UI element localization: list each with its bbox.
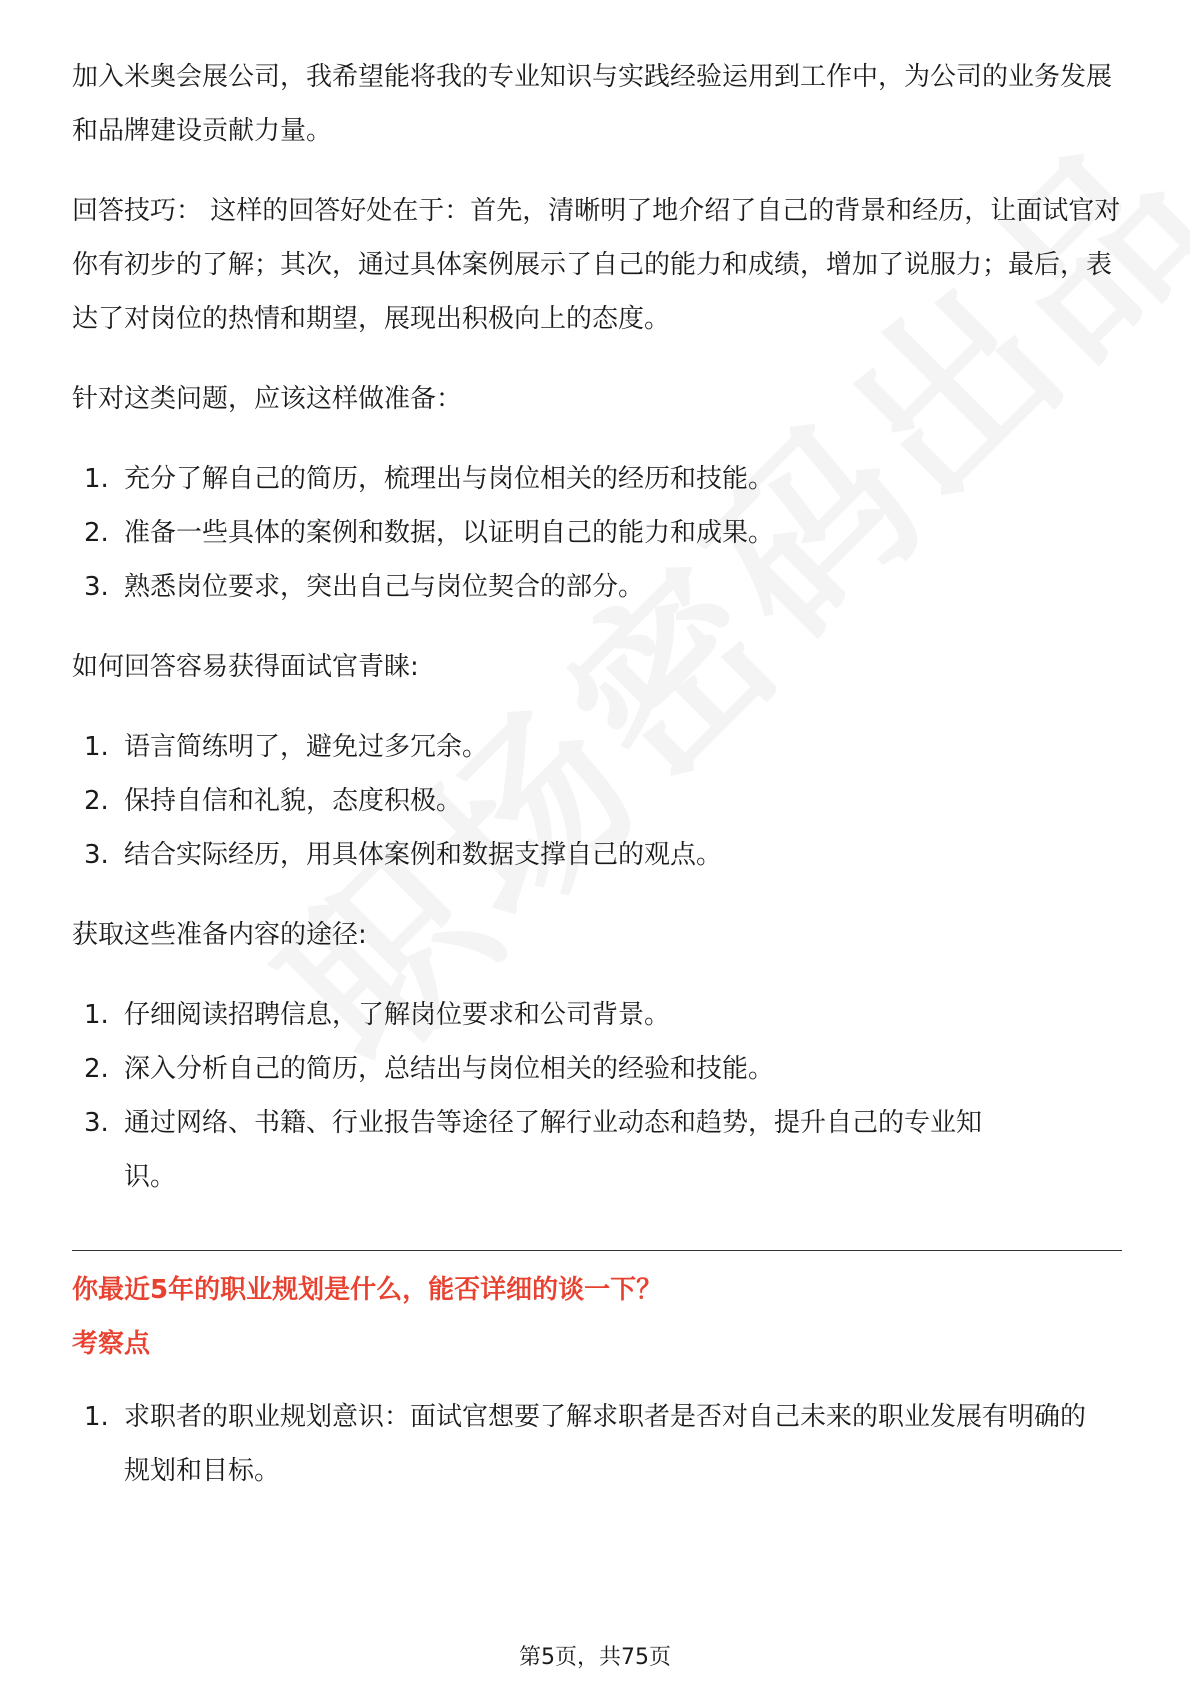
page-footer: 第5页，共75页: [519, 1645, 671, 1670]
list-text: 语言简练明了，避免过多冗余。: [124, 732, 489, 762]
list-number: 1.: [84, 464, 109, 494]
list-item: [84, 988, 1104, 1042]
paragraph-intro: 加入米奥会展公司，我希望能将我的专业知识与实践经验运用到工作中，为公司的业务发展和品牌建设贡献力量。: [72, 62, 1113, 146]
list-item: [84, 506, 1104, 560]
heading-preparation: 针对这类问题，应该这样做准备：: [72, 384, 463, 414]
list-item: [84, 1390, 1104, 1498]
list-item: [84, 828, 1104, 882]
list-item: [84, 452, 1104, 506]
list-text: 通过网络、书籍、行业报告等途径了解行业动态和趋势，提升自己的专业知识。: [124, 1108, 983, 1192]
list-number: 2.: [84, 786, 109, 816]
divider: [72, 1250, 1122, 1251]
heading-favor: 如何回答容易获得面试官青睐:: [72, 652, 419, 682]
list-item: [84, 1096, 984, 1204]
list-number: 1.: [84, 1402, 109, 1432]
paragraph-answer-tips: 回答技巧： 这样的回答好处在于：首先，清晰明了地介绍了自己的背景和经历，让面试官对你有初步的了解；其次，通过具体案例展示了自己的能力和成绩，增加了说服力；最后，表达了对岗位的热情和期望，展现出积极向上的态度。: [72, 196, 1121, 334]
list-item: [84, 1042, 1104, 1096]
list-text: 准备一些具体的案例和数据，以证明自己的能力和成果。: [124, 518, 775, 548]
list-text: 熟悉岗位要求，突出自己与岗位契合的部分。: [124, 572, 645, 602]
question-title: 你最近5年的职业规划是什么，能否详细的谈一下？: [72, 1275, 663, 1305]
list-text: 深入分析自己的简历，总结出与岗位相关的经验和技能。: [124, 1054, 775, 1084]
list-number: 1.: [84, 732, 109, 762]
list-number: 1.: [84, 1000, 109, 1030]
list-number: 3.: [84, 1108, 109, 1138]
list-text: 仔细阅读招聘信息，了解岗位要求和公司背景。: [124, 1000, 671, 1030]
list-number: 2.: [84, 518, 109, 548]
heading-sources: 获取这些准备内容的途径:: [72, 920, 367, 950]
list-item: [84, 560, 1104, 614]
list-text: 求职者的职业规划意识：面试官想要了解求职者是否对自己未来的职业发展有明确的规划和目标。: [124, 1402, 1087, 1486]
list-text: 保持自信和礼貌，态度积极。: [124, 786, 463, 816]
list-text: 结合实际经历，用具体案例和数据支撑自己的观点。: [124, 840, 723, 870]
list-item: [84, 774, 1104, 828]
list-text: 充分了解自己的简历，梳理出与岗位相关的经历和技能。: [124, 464, 775, 494]
list-number: 3.: [84, 840, 109, 870]
list-item: [84, 720, 1104, 774]
section-subtitle: 考察点: [72, 1329, 151, 1359]
list-number: 3.: [84, 572, 109, 602]
list-number: 2.: [84, 1054, 109, 1084]
